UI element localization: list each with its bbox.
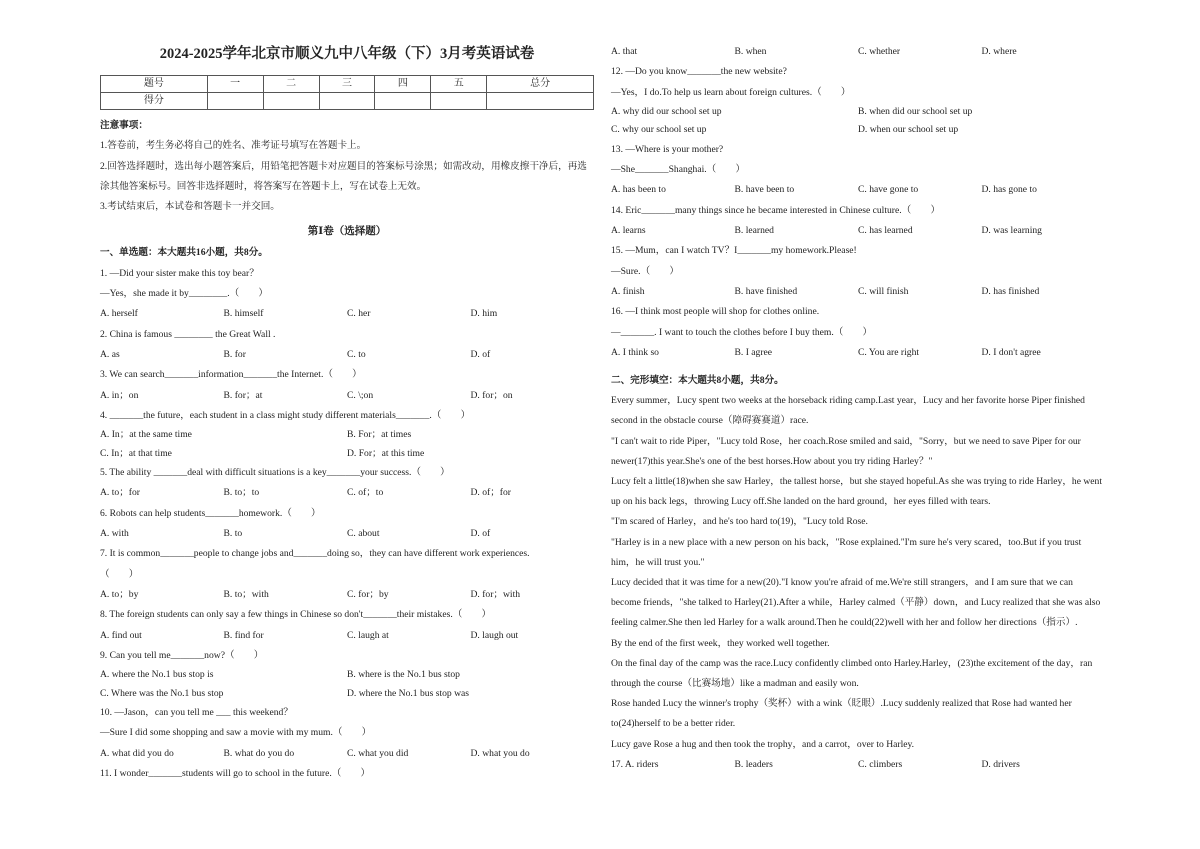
score-table-cell: 三 — [319, 76, 375, 93]
option[interactable]: B. what do you do — [223, 747, 295, 759]
question-stem: 1. —Did your sister make this toy bear？ — [100, 267, 259, 279]
option[interactable]: C. for；by — [347, 588, 389, 600]
option[interactable]: B. where is the No.1 bus stop — [347, 669, 460, 681]
passage-paragraph: Lucy felt a little(18)when she saw Harley，the tallest horse，but she stayed hopeful.As she was trying to ride Harley，he went up on his back legs，throwing Lucy off.She landed on the hard ground，her eyes filled with tears. — [611, 475, 1103, 508]
question-stem: —Sure I did some shopping and saw a movie with my mum.（ ） — [100, 727, 372, 739]
question-4 — [100, 406, 594, 463]
option[interactable]: B. to；with — [223, 588, 269, 600]
option[interactable]: C. her — [347, 308, 371, 320]
option[interactable]: A. I think so — [611, 346, 659, 358]
options-row — [100, 666, 594, 685]
options-row — [611, 121, 1105, 140]
option[interactable]: D. of；for — [470, 487, 511, 499]
passage-paragraph: Rose handed Lucy the winner's trophy（奖杯）with a wink（眨眼）.Lucy suddenly realized that Rose had wanted her to(24)herself to be a better rider. — [611, 698, 1072, 730]
options-row — [611, 343, 1105, 363]
options-row — [611, 42, 1105, 62]
question-stem: 15. —Mum，can I watch TV？I_______my homework.Please! — [611, 245, 857, 257]
question-stem: —She_______Shanghai.（ ） — [611, 164, 746, 176]
notes-title: 注意事项： — [100, 120, 148, 131]
section-title: 一、单选题：本大题共16小题，共8分。 — [100, 247, 268, 259]
option[interactable]: C. to — [347, 348, 366, 360]
score-table-cell — [487, 93, 594, 110]
option[interactable]: B. I agree — [734, 346, 773, 358]
score-table-cell — [375, 93, 431, 110]
question-12 — [611, 62, 1105, 140]
passage-paragraph: "I can't wait to ride Piper，"Lucy told Rose，her coach.Rose smiled and said，"Sorry，but we need to save Piper for our newer(17)this year.She's one of the best horses.How about you try riding Harley？" — [611, 435, 1081, 467]
question-stem: 2. China is famous ________ the Great Wall . — [100, 328, 276, 340]
score-table-cell: 五 — [431, 76, 487, 93]
options-row — [611, 221, 1105, 241]
options-row — [611, 180, 1105, 200]
options-row — [100, 445, 594, 464]
option[interactable]: B. have been to — [734, 184, 795, 196]
option[interactable]: B. leaders — [734, 758, 773, 770]
option[interactable]: B. for — [223, 348, 246, 360]
score-table-cell: 一 — [207, 76, 263, 93]
score-table — [100, 75, 594, 110]
options-row — [100, 685, 594, 704]
question-stem: —Yes，I do.To help us learn about foreign cultures.（ ） — [611, 86, 851, 98]
option[interactable]: A. herself — [100, 308, 138, 320]
option[interactable]: A. why did our school set up — [611, 105, 722, 117]
option[interactable]: C. will finish — [858, 285, 909, 297]
option[interactable]: C. has learned — [858, 225, 913, 237]
option[interactable]: B. find for — [223, 629, 264, 641]
options-row — [100, 524, 594, 544]
question-16 — [611, 302, 1105, 363]
option[interactable]: B. learned — [734, 225, 774, 237]
option[interactable]: B. when did our school set up — [858, 105, 973, 117]
passage-paragraph: By the end of the first week，they worked well together. — [611, 637, 830, 649]
option[interactable]: A. with — [100, 528, 129, 540]
question-stem: —Yes，she made it by________.（ ） — [100, 288, 268, 300]
passage-paragraph: Lucy gave Rose a hug and then took the trophy，and a carrot，over to Harley. — [611, 738, 915, 750]
option[interactable]: D. for；with — [470, 588, 521, 600]
option[interactable]: A. where the No.1 bus stop is — [100, 669, 214, 681]
score-table-cell: 四 — [375, 76, 431, 93]
options-row — [100, 426, 594, 445]
score-table-cell — [207, 93, 263, 110]
option[interactable]: A. finish — [611, 285, 645, 297]
option[interactable]: A. to；for — [100, 487, 140, 499]
option[interactable]: B. to — [223, 528, 243, 540]
option[interactable]: D. where the No.1 bus stop was — [347, 687, 470, 699]
score-table-cell: 二 — [263, 76, 319, 93]
option[interactable]: A. find out — [100, 629, 142, 641]
question-stem: —Sure.（ ） — [611, 265, 679, 277]
option[interactable]: A. that — [611, 46, 638, 57]
option[interactable]: D. when our school set up — [858, 124, 959, 136]
score-table-header-row — [101, 76, 594, 93]
option[interactable]: D. of — [470, 348, 491, 360]
question-6 — [100, 504, 594, 545]
passage-paragraph: Every summer，Lucy spent two weeks at the horseback riding camp.Last year，Lucy and her favorite horse Piper finished second in the obstacle course（障碍赛赛道）race. — [611, 395, 1085, 427]
option[interactable]: C. of；to — [347, 487, 384, 499]
option[interactable]: B. to；to — [223, 487, 260, 499]
option[interactable]: C. laugh at — [347, 629, 389, 641]
options-row — [100, 483, 594, 503]
question-stem: （ ） — [100, 568, 139, 580]
options-row — [611, 282, 1105, 302]
part-title: 第Ⅰ卷（选择题） — [307, 226, 387, 238]
question-stem: 11. I wonder_______students will go to school in the future.（ ） — [100, 768, 371, 780]
question-stem: 3. We can search_______information_______the Internet.（ ） — [100, 369, 362, 381]
passage-paragraph: Lucy decided that it was time for a new(20)."I know you're afraid of me.We're still strangers，and I am sure that we can become friends，"she talked to Harley(21).After a while，Harley calmed（平静）down，and Lucy realized that she was also feeling calmer.She then led Harley for a walk around.Then he could(22)well with her and follow her directions（指示）. — [611, 576, 1101, 629]
question-11 — [100, 764, 594, 784]
option[interactable]: A. as — [100, 348, 120, 360]
option[interactable]: D. drivers — [981, 758, 1020, 770]
options-row — [100, 304, 594, 324]
option[interactable]: A. learns — [611, 225, 646, 237]
score-table-cell — [319, 93, 375, 110]
exam-title: 2024-2025学年北京市顺义九中八年级（下）3月考英语试卷 — [159, 46, 535, 62]
option[interactable]: D. of — [470, 528, 491, 540]
options-row — [100, 345, 594, 365]
question-3 — [100, 365, 594, 406]
question-stem: 9. Can you tell me_______now?（ ） — [100, 649, 264, 661]
options-row — [611, 755, 1105, 775]
option[interactable]: D. for；on — [470, 389, 513, 401]
cloze-passage — [611, 391, 1105, 755]
question-1 — [100, 264, 594, 325]
options-row — [100, 585, 594, 605]
question-stem: 4. _______the future，each student in a class might study different materials_______.（ ） — [100, 409, 471, 421]
score-table-cell — [431, 93, 487, 110]
section-title: 二、完形填空：本大题共8小题，共8分。 — [611, 375, 784, 387]
option[interactable]: A. In；at the same time — [100, 429, 192, 441]
question-stem: 16. —I think most people will shop for clothes online. — [611, 306, 820, 318]
option[interactable]: B. for；at — [223, 389, 263, 401]
question-10 — [100, 703, 594, 764]
option[interactable]: B. have finished — [734, 285, 798, 297]
score-table-score-row — [101, 93, 594, 110]
score-table-cell — [263, 93, 319, 110]
options-row — [100, 744, 594, 764]
option[interactable]: C. \;on — [347, 389, 374, 401]
question-stem: 12. —Do you know_______the new website? — [611, 66, 787, 78]
right-column — [611, 42, 1105, 775]
question-stem: 5. The ability _______deal with difficult situations is a key_______your success.（ ） — [100, 467, 450, 479]
option[interactable]: C. Where was the No.1 bus stop — [100, 687, 224, 699]
question-7 — [100, 544, 594, 605]
left-column — [100, 0, 594, 784]
option[interactable]: D. laugh out — [470, 629, 519, 641]
question-stem: 10. —Jason，can you tell me ___ this weekend？ — [100, 707, 293, 719]
score-table-row-label: 得分 — [101, 93, 208, 110]
option[interactable]: D. has gone to — [981, 184, 1037, 196]
option[interactable]: C. have gone to — [858, 184, 919, 196]
question-14 — [611, 201, 1105, 242]
notes-block — [100, 116, 594, 217]
options-row — [611, 103, 1105, 122]
options-row — [100, 386, 594, 406]
option[interactable]: C. about — [347, 528, 380, 540]
question-stem: 8. The foreign students can only say a few things in Chinese so don't_______their mistakes.（ ） — [100, 609, 492, 621]
option[interactable]: C. what you did — [347, 747, 409, 759]
option[interactable]: D. him — [470, 308, 498, 320]
question-13 — [611, 140, 1105, 201]
option[interactable]: C. In；at that time — [100, 447, 172, 459]
score-table-cell: 题号 — [101, 76, 208, 93]
option[interactable]: D. what you do — [470, 747, 530, 759]
options-row — [100, 626, 594, 646]
option[interactable]: D. For；at this time — [347, 447, 425, 459]
option[interactable]: C. You are right — [858, 346, 920, 358]
note-item: 3.考试结束后，本试卷和答题卡一并交回。 — [100, 201, 280, 213]
question-8 — [100, 605, 594, 646]
option[interactable]: D. I don't agree — [981, 346, 1041, 358]
option[interactable]: B. For；at times — [347, 429, 412, 441]
option[interactable]: D. was learning — [981, 225, 1042, 237]
question-stem: 6. Robots can help students_______homework.（ ） — [100, 507, 321, 519]
option[interactable]: 17. A. riders — [611, 758, 659, 770]
question-stem: 14. Eric_______many things since he became interested in Chinese culture.（ ） — [611, 204, 941, 216]
option[interactable]: B. himself — [223, 308, 264, 320]
passage-paragraph: "Harley is in a new place with a new person on his back，"Rose explained."I'm sure he's very scared，too.But if you trust him，he will trust you." — [611, 536, 1082, 568]
question-15 — [611, 241, 1105, 302]
question-2 — [100, 325, 594, 366]
option[interactable]: C. climbers — [858, 758, 903, 770]
option[interactable]: A. has been to — [611, 184, 666, 196]
question-5 — [100, 463, 594, 504]
passage-paragraph: On the final day of the camp was the race.Lucy confidently climbed onto Harley.Harley，(23)the excitement of the day，ran through the course（比赛场地）like a madman and easily won. — [611, 657, 1093, 689]
question-stem: 13. —Where is your mother? — [611, 143, 724, 155]
option[interactable]: A. what did you do — [100, 747, 174, 759]
option[interactable]: C. why our school set up — [611, 124, 707, 136]
question-9 — [100, 646, 594, 703]
option[interactable]: D. where — [981, 46, 1017, 57]
note-item: 2.回答选择题时，选出每小题答案后，用铅笔把答题卡对应题目的答案标号涂黑；如需改动，用橡皮擦干净后，再选涂其他答案标号。回答非选择题时，将答案写在答题卡上，写在试卷上无效。 — [100, 160, 587, 192]
option[interactable]: A. in；on — [100, 389, 139, 401]
option[interactable]: A. to；by — [100, 588, 139, 600]
passage-paragraph: "I'm scared of Harley，and he's too hard to(19)，"Lucy told Rose. — [611, 516, 868, 528]
option[interactable]: C. whether — [858, 46, 901, 57]
option[interactable]: D. has finished — [981, 285, 1040, 297]
score-table-cell: 总分 — [487, 76, 594, 93]
question-stem: 7. It is common_______people to change jobs and_______doing so，they can have different work experiences. — [100, 548, 530, 560]
note-item: 1.答卷前，考生务必将自己的姓名、准考证号填写在答题卡上。 — [100, 140, 367, 152]
option[interactable]: B. when — [734, 46, 767, 57]
question-stem: —_______. I want to touch the clothes before I buy them.（ ） — [611, 326, 873, 338]
